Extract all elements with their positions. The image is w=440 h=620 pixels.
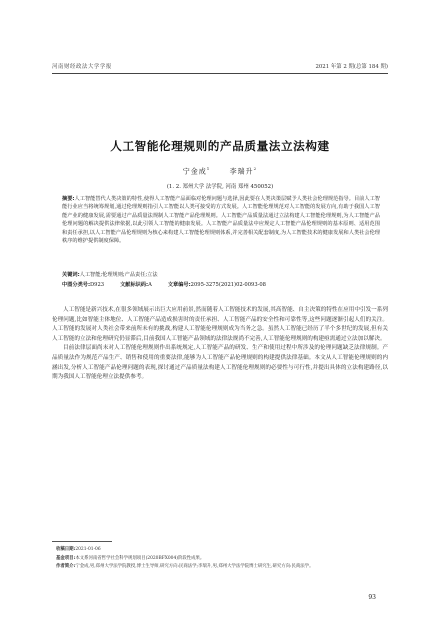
clc-code: 中图分类号:D923 (62, 282, 105, 288)
body-paragraph: 目前法律层面尚未对人工智能伦理规则作出系统规定,人工智能产品的研发、生产和使用过程中所涉及的伦理问题缺乏法律规制。产品质量法作为规范产品生产、销售和使用的重要法律,能够为人工智能产品伦理规则的构建提供法律基础。本文从人工智能伦理规则的内涵出发,分析人工智能产品伦理问题的表现,探讨通过产品质量法构建人工智能伦理规则的必要性与可行性,并提出具体的立法构建路径,以期为我国人工智能伦理立法提供参考。 (52, 345, 388, 381)
running-header (52, 62, 388, 74)
footnote-funding: 基金项目:本文系河南省哲学社会科学规划项目(2020BFX004)阶段性成果。 (56, 555, 205, 561)
keywords (62, 271, 380, 278)
article-title: 人工智能伦理规则的产品质量法立法构建 (110, 139, 330, 153)
issue-info: 2021 年第 2 期(总第 184 期) (315, 64, 388, 70)
article-number: 文章编号:2095-3275(2021)02-0093-08 (167, 282, 266, 288)
abstract (62, 195, 380, 245)
author-list (52, 166, 388, 176)
document-code: 文献标识码:A (120, 282, 152, 288)
author-name: 李瑞升 (229, 167, 254, 176)
classification-codes (62, 281, 380, 288)
author-affiliation-mark: 1 (206, 166, 211, 171)
author-name: 宁金成 (182, 167, 207, 176)
journal-name: 河南财经政法大学学报 (52, 64, 112, 70)
page-number: 93 (368, 594, 376, 601)
keywords-text: 人工智能;伦理规则;产品责任;立法 (79, 272, 158, 278)
footnote-received: 收稿日期:2021-01-06 (56, 547, 101, 552)
footnote-divider (52, 541, 112, 542)
keywords-label: 关键词: (62, 272, 80, 278)
body-paragraph: 人工智能是新兴技术,在很多领域展示出巨大应用前景,然而随着人工智能技术的发展,其高智能、自主决策的特性在应用中引发一系列伦理问题,比如智能主体地位、人工智能产品造成损害时的责任承担、人工智能产品的安全性和可靠性等,这些问题逐渐引起人们的关注。人工智能的发展对人类社会带来前所未有的挑战,构建人工智能伦理规则成为当务之急。虽然人工智能已经历了半个多世纪的发展,但有关人工智能的立法和伦理研究仍显滞后,目前我国人工智能产品领域的法律法规尚不完善,人工智能伦理规则的构建亟需通过立法加以解决。 (52, 307, 388, 342)
author-affiliation: (1. 2. 郑州大学 法学院, 河南 郑州 450052) (166, 184, 274, 190)
body-text (52, 306, 388, 383)
abstract-label: 摘要: (62, 196, 75, 202)
author-affiliation-mark: 2 (253, 166, 258, 171)
footnotes (56, 546, 388, 572)
abstract-text: 人工智能替代人类决策的特性,使得人工智能产品面临对伦理问题与选择,因此要在人类决策层赋予人类社会伦理规范指导。目前人工智能行业应当将统筹规划,通过伦理规则指引人工智能以人类可接受的方式发展。人工智能伦理规范对人工智能的发展方向,有助于我国人工智能产业的健康发展,需要通过产品质量法规制人工智能产品伦理规则。人工智能产品质量法通过立法构建人工智能伦理规则,为人工智能产品伦理问题的解决提供法律依据,以此引领人工智能的健康发展。人工智能产品质量法中应规定人工智能产品伦理规则的基本原则、适用范围和责任承担,以人工智能产品伦理规则为核心来构建人工智能伦理规则体系,并完善相关配套制度,为人工智能技术的健康发展和人类社会伦理秩序的维护提供制度保障。 (62, 196, 380, 245)
footnote-author-bio: 作者简介:宁金成,男,郑州大学法学院教授,博士生导师,研究方向:民商法学;李瑞升,男,郑州大学法学院博士研究生,研究方向:民商法学。 (56, 564, 314, 570)
